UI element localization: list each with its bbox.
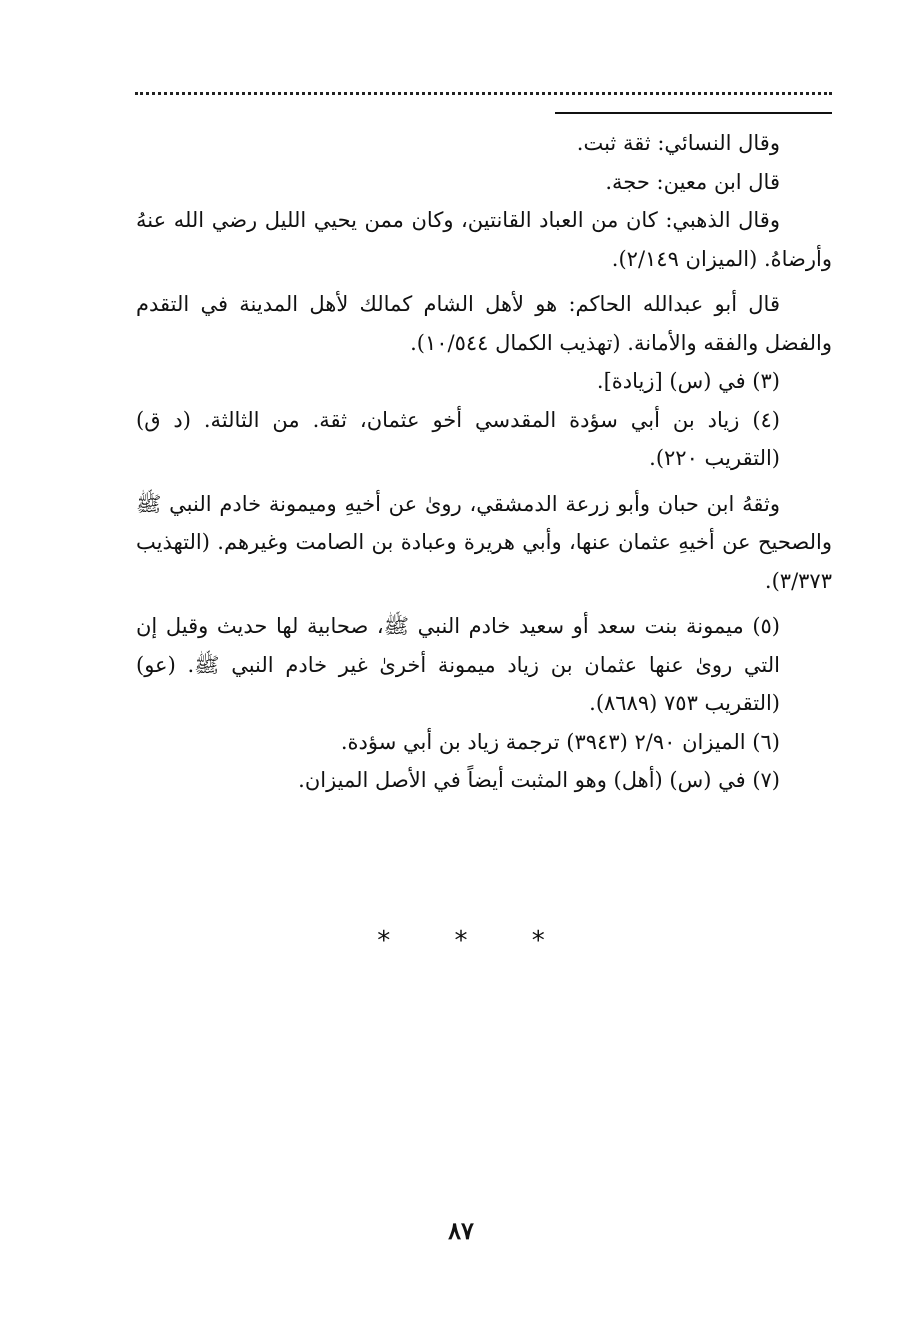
footnote-6: (٦) الميزان ٢/٩٠ (٣٩٤٣) ترجمة زياد بن أبي سؤدة. [340, 729, 780, 754]
dotted-separator [135, 92, 832, 95]
footnote-7: (٧) في (س) (أهل) وهو المثبت أيضاً في الأصل الميزان. [298, 768, 780, 792]
section-separator-stars: * * * [377, 926, 573, 956]
footnote-line-ibn-maeen: قال ابن معين: حجة. [605, 169, 780, 194]
footnote-4-continuation: وثقهُ ابن حبان وأبو زرعة الدمشقي، روىٰ عن أخيهِ وميمونة خادم النبي ﷺ والصحيح عن أخيهِ عثمان عنها، وأبي هريرة وعبادة بن الصامت وغيرهم. (التهذيب ٣/٣٧٣). [136, 491, 832, 593]
footnote-5: (٥) ميمونة بنت سعد أو سعيد خادم النبي ﷺ، صحابية لها حديث وقيل إن التي روىٰ عنها عثمان بن زياد ميمونة أخرىٰ غير خادم النبي ﷺ. (عو) (التقريب ٧٥٣ (٨٦٨٩). [136, 614, 780, 715]
footnote-separator-line [555, 112, 832, 114]
footnote-line-nasai: وقال النسائي: ثقة ثبت. [576, 131, 780, 155]
footnote-line-hakim: قال أبو عبدالله الحاكم: هو لأهل الشام كمالك لأهل المدينة في التقدم والفضل والفقه والأمانة. (تهذيب الكمال ١٠/٥٤٤). [136, 292, 832, 355]
page-number: ٨٧ [448, 1216, 474, 1245]
footnotes-section [136, 124, 832, 800]
footnote-line-dhahabi: وقال الذهبي: كان من العباد القانتين، وكان ممن يحيي الليل رضي الله عنهُ وأرضاهُ. (الميزان ٢/١٤٩). [136, 208, 832, 271]
footnote-4: (٤) زياد بن أبي سؤدة المقدسي أخو عثمان، ثقة. من الثالثة. (د ق) (التقريب ٢٢٠). [136, 407, 780, 470]
footnote-3: (٣) في (س) [زيادة]. [596, 369, 780, 393]
